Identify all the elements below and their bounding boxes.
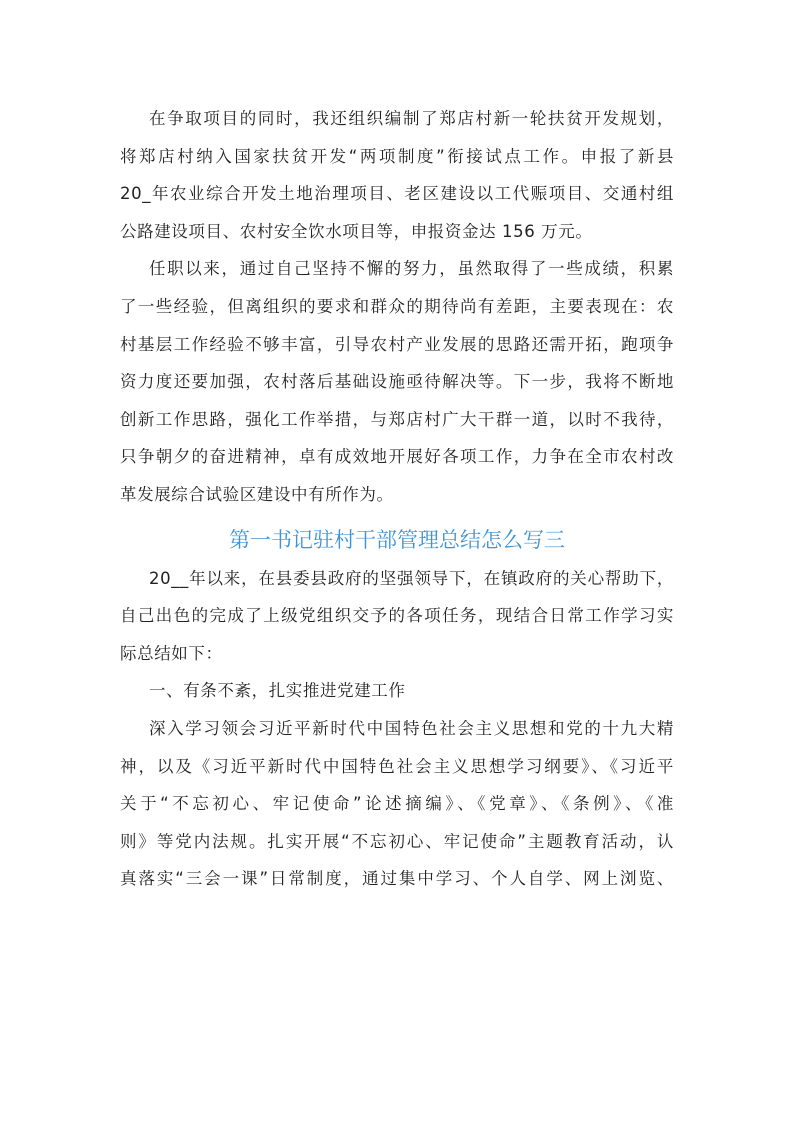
paragraph-project-planning [120, 104, 674, 254]
text-line: 20__年以来，在县委县政府的坚强领导下，在镇政府的关心帮助下， [149, 568, 674, 588]
text-line: 20_年农业综合开发土地治理项目、老区建设以工代赈项目、交通村组 [120, 184, 674, 204]
paragraph-summary-intro [120, 564, 674, 677]
text-line: 了一些经验，但离组织的要求和群众的期待尚有差距，主要表现在：农 [120, 296, 674, 316]
text-line: 真落实“三会一课”日常制度，通过集中学习、个人自学、网上浏览、 [120, 869, 674, 889]
text-line: 深入学习领会习近平新时代中国特色社会主义思想和党的十九大精 [149, 718, 674, 738]
text-line: 只争朝夕的奋进精神，卓有成效地开展好各项工作，力争在全市农村改 [120, 447, 674, 467]
text-line: 则》等党内法规。扎实开展“不忘初心、牢记使命”主题教育活动，认 [120, 831, 674, 851]
document-body [120, 104, 674, 902]
text-line: 村基层工作经验不够丰富，引导农村产业发展的思路还需开拓，跑项争 [120, 334, 674, 354]
paragraph-shortcomings [120, 254, 674, 517]
text-line: 创新工作思路，强化工作举措，与郑店村广大干群一道，以时不我待， [120, 409, 674, 429]
subheading: 一、有条不紊，扎实推进党建工作 [149, 681, 406, 701]
text-line: 关于“不忘初心、牢记使命”论述摘编》、《党章》、《条例》、《准 [120, 794, 674, 814]
text-line: 任职以来，通过自己坚持不懈的努力，虽然取得了一些成绩，积累 [149, 259, 674, 279]
section-heading: 第一书记驻村干部管理总结怎么写三 [229, 527, 565, 552]
paragraph-party-study [120, 714, 674, 902]
text-line: 际总结如下： [120, 643, 223, 663]
text-line: 神，以及《习近平新时代中国特色社会主义思想学习纲要》、《习近平 [120, 756, 674, 776]
text-line: 资力度还要加强，农村落后基础设施亟待解决等。下一步，我将不断地 [120, 372, 674, 392]
text-line: 在争取项目的同时，我还组织编制了郑店村新一轮扶贫开发规划， [149, 109, 674, 128]
text-line: 将郑店村纳入国家扶贫开发“两项制度”衔接试点工作。申报了新县 [120, 146, 674, 166]
text-line: 自己出色的完成了上级党组织交予的各项任务，现结合日常工作学习实 [120, 606, 674, 626]
text-line: 革发展综合试验区建设中有所作为。 [120, 484, 394, 504]
text-line: 公路建设项目、农村安全饮水项目等，申报资金达 156 万元。 [120, 221, 593, 241]
